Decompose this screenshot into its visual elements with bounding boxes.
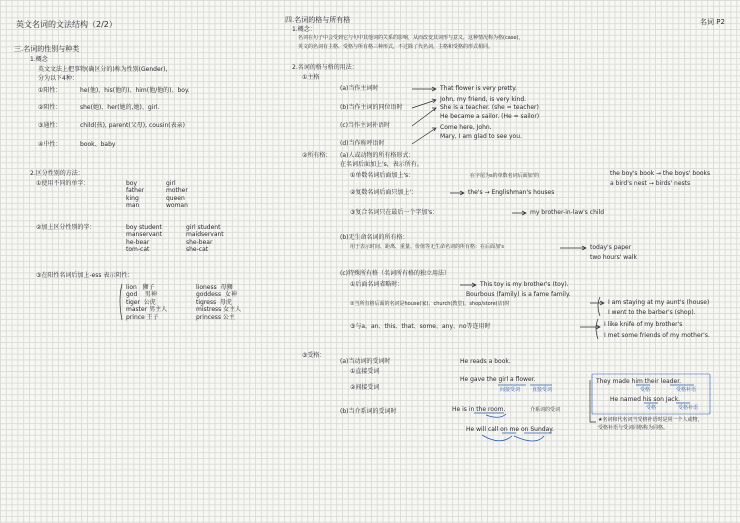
method-2-label: ②加上区分性别的字：: [36, 224, 96, 231]
possessive-a-1: ①单数名词后面加上's：: [350, 172, 415, 179]
objective-b-example-1: He is in the room.: [452, 406, 506, 413]
objective-b-example-2: He will call on me on Sunday.: [466, 426, 554, 433]
complement-note-line-2: 受格补语与受词同格称为同格。: [598, 425, 669, 431]
complement-example-1: They made him their leader.: [596, 378, 682, 385]
gender-2-label: ②阴性：: [38, 104, 62, 111]
possessive-c-2-example-2: I went to the barber's (shop).: [608, 309, 696, 316]
nominative-c: (c)当作主词补语时: [340, 122, 390, 129]
nominative-d-example-2: Mary, I am glad to see you.: [440, 133, 522, 140]
possessive-a-3: ③复合名词只在最后一个字加's：: [350, 209, 439, 216]
possessive-c-1-example: This toy is my brother's (toy).: [480, 281, 569, 288]
section-3-title: 三.名词的性别与种类: [14, 45, 80, 53]
possessive-c-3-example-1: I like knife of my brother's: [604, 321, 683, 328]
nominative-b: (b)当作主词的同位语时: [340, 104, 403, 111]
possessive-a: (a)人或动物的所有格形式：: [340, 152, 415, 159]
method-2-masculine-list: boy student manservant he-bear tom-cat: [126, 224, 162, 254]
nominative-heading: ①主格: [302, 74, 320, 81]
possessive-note-1: the boy's book → the boys' books: [610, 170, 711, 177]
possessive-b-example-2: two hours' walk: [590, 254, 637, 261]
gender-3-value: child(孩), parent(父母), cousin(表亲): [80, 122, 185, 129]
complement-example-2-note-a: 受格: [646, 405, 657, 411]
possessive-c-1-example-2: Bourbous (family) is a fame family.: [466, 291, 571, 298]
section-4-1-heading: 1.概念：: [292, 26, 316, 33]
direct-object-note: 直接受词: [532, 387, 553, 393]
objective-b: (b)当介系词的受词时: [340, 408, 397, 415]
complement-example-1-note-b: 受格补语: [676, 387, 697, 393]
nominative-a: (a)当作主词时: [340, 85, 379, 92]
objective-a-example: He reads a book.: [460, 358, 511, 365]
possessive-c: (c)特殊所有格（名词所有格的独立用法）: [340, 270, 450, 277]
page-label: 名词 P2: [700, 18, 725, 26]
method-3-feminine-list: lioness 母狮 goddess 女神 tigress 母虎 mistress 女主人 princess 公主: [196, 284, 242, 321]
possessive-a-3-example: my brother-in-law's child: [530, 209, 605, 216]
case-concept-line-1: 名词在句子中会受到它与句中其他词的关系的影响，从而改变其词形与意义，这种情况称为格(case)，: [298, 35, 524, 41]
possessive-a-2-example: the's → Englishman's houses: [468, 189, 555, 196]
gender-3-label: ③通性：: [38, 122, 62, 129]
possessive-a-1-example: 在字尾为s的单数名词后面加'的: [470, 173, 539, 179]
nominative-c-example-1: She is a teacher. (she = teacher): [440, 104, 539, 111]
case-concept-line-2: 英文的名词有主格、受格与所有格三种形式，不过除了代名词，主格和受格的形式相同。: [298, 44, 494, 50]
possessive-c-3-example-2: I met some friends of my mother's.: [604, 332, 710, 339]
method-2-feminine-list: girl student maidservant she-bear she-cat: [186, 224, 224, 254]
concept-line-2: 分为以下4种：: [38, 75, 78, 82]
possessive-heading: ②所有格：: [302, 152, 332, 159]
nominative-b-example: John, my friend, is very kind.: [440, 96, 527, 103]
method-3-masculine-list: lion 狮子 god 男神 tiger 公虎 master 男主人 prince 王子: [126, 284, 168, 321]
objective-a-1: ①直接受词: [350, 368, 380, 375]
indirect-object-note: 间接受词: [500, 387, 521, 393]
possessive-c-2: ②当所有格后面的名词是house(家)、church(教堂)、shop/store(店)时: [350, 301, 510, 307]
objective-a: (a)当动词的受词时: [340, 358, 391, 365]
gender-2-value: she(她)、her(她的,她)、girl.: [80, 104, 160, 111]
section-4-2-heading: 2.名词的格与格的用法：: [292, 64, 358, 71]
nominative-a-example: That flower is very pretty.: [440, 85, 517, 92]
possessive-a-desc: 在名词后面加上's，表示所有。: [340, 161, 423, 168]
section-4-title: 四.名词的格与所有格: [285, 16, 351, 24]
gender-1-label: ①阳性：: [38, 87, 62, 94]
method-1-masculine-list: boy father king man: [126, 180, 145, 210]
concept-line-1: 英文文法上把事物(确区分的)称为性别(Gender)，: [38, 66, 172, 73]
possessive-note-2: a bird's nest → birds' nests: [610, 180, 691, 187]
section-3-2-heading: 2.区分性别的方法：: [30, 170, 84, 177]
possessive-c-2-example-1: I am staying at my aunt's (house): [608, 299, 710, 306]
complement-example-2: He named his son Jack.: [610, 396, 680, 403]
possessive-a-2: ②复数名词后面只加上'：: [350, 189, 418, 196]
page-title: 英文名词的文法结构（2/2）: [16, 20, 117, 29]
possessive-c-3: ③与a、an、this、that、some、any、no等连用时: [350, 323, 491, 330]
method-1-feminine-list: girl mother queen woman: [166, 180, 188, 210]
nominative-d-example-1: Come here, John.: [440, 124, 492, 131]
section-3-1-heading: 1.概念: [30, 56, 48, 63]
gender-4-label: ④中性：: [38, 141, 62, 148]
possessive-b: (b)无生命名词的所有格：: [340, 234, 409, 241]
objective-a-2-example: He gave the girl a flower.: [460, 376, 536, 383]
objective-heading: ③受格：: [302, 352, 326, 359]
method-1-label: ①使用不同的单字：: [36, 180, 90, 187]
nominative-d: (d)当作称呼语时: [340, 140, 385, 147]
possessive-b-example-1: today's paper: [590, 244, 632, 251]
complement-example-2-note-b: 受格补语: [678, 405, 699, 411]
objective-b-note: 介系词的受词: [530, 407, 561, 413]
possessive-b-desc: 用于表示时间、距离、重量、价值等无生命名词的所有格：在后面加's: [350, 244, 504, 250]
objective-a-2: ②间接受词: [350, 384, 380, 391]
complement-example-1-note-a: 受格: [640, 387, 651, 393]
gender-4-value: book、baby: [80, 141, 116, 148]
possessive-c-1: ①后面名词省略时：: [350, 281, 404, 288]
gender-1-value: he(他)、his(他的)、him(他/他的)、boy.: [80, 87, 190, 94]
complement-note-line-1: ★名词和代名词当受格补语时是同一个人或物，: [598, 417, 703, 423]
method-3-label: ③在阳性名词后加上-ess 表示阴性：: [36, 272, 134, 279]
nominative-c-example-2: He became a sailor. (He = sailor): [440, 113, 540, 120]
